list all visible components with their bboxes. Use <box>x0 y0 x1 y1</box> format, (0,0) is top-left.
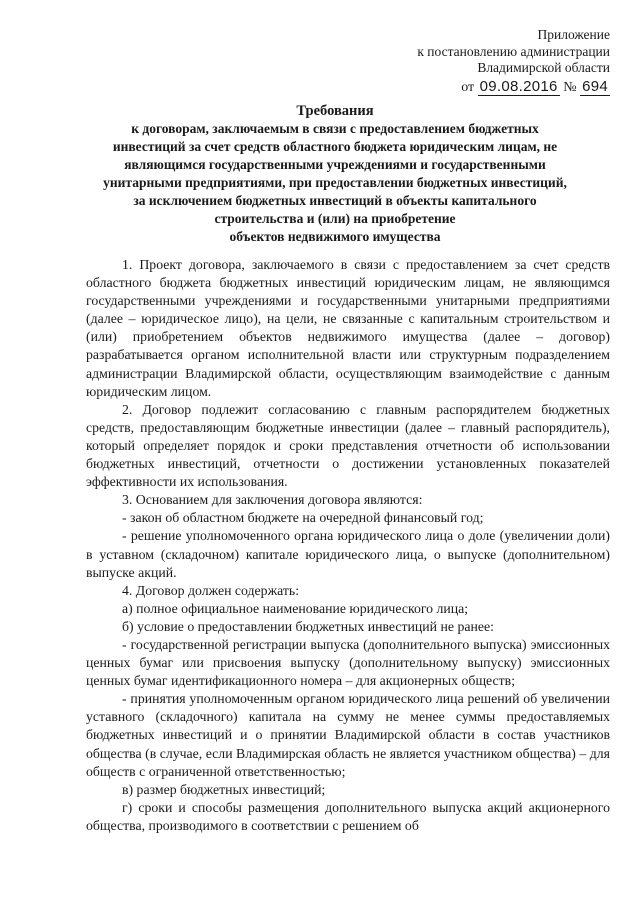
list-item-b-registration: - государственной регистрации выпуска (дополнительного выпуска) эмиссионных ценных бумаг или присвоения выпуску (дополнительному выпуску) эмиссионных ценных бумаг идентификационного номера – для акционерных обществ; <box>86 636 610 689</box>
title-line: унитарными предприятиями, при предоставлении бюджетных инвестиций, <box>103 175 567 190</box>
document-date: 09.08.2016 <box>479 77 558 95</box>
appendix-line-3: Владимирской области <box>477 60 610 75</box>
list-item-g: г) сроки и способы размещения дополнительного выпуска акций акционерного общества, производимого в соответствии с решением об <box>86 799 610 833</box>
list-item-b-decision: - принятия уполномоченным органом юридического лица решений об увеличении уставного (складочного) капитала на сумму не менее суммы предоставляемых бюджетных инвестиций и о принятии Владимирской области в состав участников общества (в случае, если Владимирская область не является участником общества) – для обществ с ограниченной ответственностью; <box>86 691 610 779</box>
paragraph-2: 2. Договор подлежит согласованию с главным распорядителем бюджетных средств, предоставляющим бюджетные инвестиции (далее – главный распорядитель), который определяет порядок и сроки представления отчетности об использовании бюджетных инвестиций, отчетности о достижении установленных показателей эффективности их использования. <box>86 401 610 490</box>
appendix-header <box>417 27 610 97</box>
title-line: за исключением бюджетных инвестиций в объекты капитального <box>133 193 537 208</box>
title-line: инвестиций за счет средств областного бюджета юридическим лицам, не <box>112 139 558 154</box>
title-line: являющимся государственными учреждениями и государственными <box>124 157 546 172</box>
document-number: 694 <box>582 77 608 95</box>
title-line: объектов недвижимого имущества <box>229 229 441 244</box>
list-item-b: б) условие о предоставлении бюджетных инвестиций не ранее: <box>122 618 494 634</box>
list-item-decision: - решение уполномоченного органа юридического лица о доле (увеличении доли) в уставном (складочном) капитале юридического лица, о выпуске (дополнительном) выпуске акций. <box>86 528 610 580</box>
document-body <box>86 256 610 835</box>
paragraph-1: 1. Проект договора, заключаемого в связи с предоставлением за счет средств областного бюджета бюджетных инвестиций юридическим лицам, не являющимся государственными учреждениями и государственными унитарными предприятиями (далее – юридическое лицо), на цели, не связанные с капитальным строительством и (или) приобретением объектов недвижимого имущества (далее – договор) разрабатывается органом исполнительной власти или структурным подразделением администрации Владимирской области, осуществляющим взаимодействие с данным юридическим лицом. <box>86 257 610 399</box>
list-item-v: в) размер бюджетных инвестиций; <box>122 781 326 797</box>
date-prefix: от <box>461 79 475 95</box>
appendix-line-2: к постановлению администрации <box>417 43 610 59</box>
list-item-a: а) полное официальное наименование юридического лица; <box>122 600 469 616</box>
list-item-budget-law: - закон об областном бюджете на очередной финансовый год; <box>122 510 484 526</box>
title-line: строительства и (или) на приобретение <box>214 211 456 226</box>
paragraph-3: 3. Основанием для заключения договора являются: <box>122 492 423 508</box>
appendix-date-line <box>417 77 610 97</box>
document-title <box>70 102 600 246</box>
paragraph-4: 4. Договор должен содержать: <box>122 582 300 598</box>
title-main: Требования <box>296 103 374 119</box>
appendix-line-1: Приложение <box>537 27 610 42</box>
number-sign: № <box>563 79 577 95</box>
title-line: к договорам, заключаемым в связи с предоставлением бюджетных <box>131 121 539 136</box>
